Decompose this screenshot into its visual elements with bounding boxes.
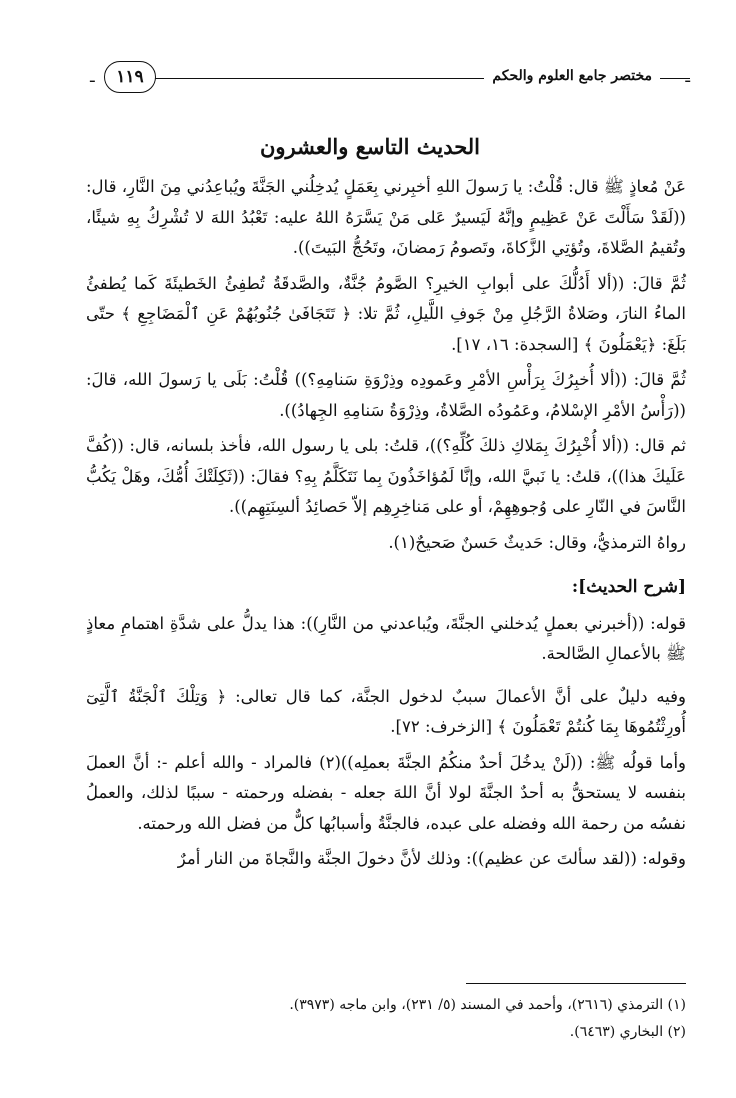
page-number: ١١٩: [104, 61, 156, 93]
hadith-paragraph: عَنْ مُعاذٍ ﷺ قال: قُلْتُ: يا رَسولَ اللهِ أخبِرني بِعَمَلٍ يُدخِلُني الجَنَّةَ ويُباعِدُني مِنَ النَّارِ، قال: ((لَقَدْ سَأَلْتَ عَنْ عَظِيمٍ وإنَّهُ لَيَسيرٌ عَلى مَنْ يَسَّرَهُ اللهُ عليه: تَعْبُدُ اللهَ لا تُشْرِكُ بِهِ شيئًا، وتُقيمُ الصَّلاةَ، وتُؤتِي الزَّكاةَ، وتَصومُ رَمضانَ، وتَحُجُّ البَيتَ)).: [86, 177, 686, 257]
hadith-paragraph: ثُمَّ قالَ: ((ألا أَدُلُّكَ على أبوابِ الخيرِ؟ الصَّومُ جُنَّةٌ، والصَّدقَةُ تُطفِئُ الخَطيئَةَ كَما يُطفئُ الماءُ النارَ، وصَلاةُ الرَّجُلِ مِنْ جَوفِ اللَّيلِ، ثُمَّ تلا: ﴿ تَتَجَافَىٰ جُنُوبُهُمْ عَنِ ٱلْمَضَاجِعِ ﴾ حتّى بَلَغَ: ﴿يَعْمَلُونَ ﴾ [السجدة: ١٦، ١٧].: [86, 273, 686, 354]
hadith-title: الحديث التاسع والعشرون: [259, 134, 481, 159]
footnote: (١) الترمذي (٢٦١٦)، وأحمد في المسند (٥/ ٢٣١)، وابن ماجه (٣٩٧٣).: [289, 997, 686, 1013]
main-text: [86, 172, 686, 880]
sharh-heading: [شرح الحديث]:: [571, 577, 686, 597]
hadith-paragraph: ثُمَّ قالَ: ((ألا أُخبِرُكَ بِرَأْسِ الأمْرِ وعَمودِه وذِرْوَةِ سَنامِهِ؟)) قُلْتُ: بَلَى يا رَسولَ الله، قالَ: ((رَأْسُ الأمْرِ الإسْلامُ، وعَمُودُه الصَّلاةُ، وذِرْوَةُ سَنامِهِ الجِهادُ)).: [86, 370, 686, 420]
hadith-paragraph: ثم قال: ((ألا أُخْبِرُكَ بِمَلاكِ ذلكَ كُلِّهِ؟))، قلتُ: بلى يا رسول الله، فأخذ بلسانه، قال: ((كُفَّ عَلَيكَ هذا))، قلتُ: يا نَبيَّ الله، وإنَّا لَمُؤاخَذُونَ بِما نَتَكَلَّمُ بِهِ؟ فقالَ: ((ثَكِلَتْكَ أُمُّكَ، وهَلْ يَكُبُّ النَّاسَ في النّارِ على وُجوهِهِمْ، أو على مَناخِرِهِم إلاّ حَصائِدُ ألسِنَتِهِم)).: [86, 436, 686, 516]
footnotes: [86, 992, 686, 1046]
header-dash: ـ: [90, 67, 95, 86]
sharh-paragraph: وقوله: ((لقد سألتَ عن عظيم)): وذلك لأنَّ دخولَ الجنَّة والنَّجاةَ من النار أمرٌ: [177, 849, 686, 868]
book-title: مختصر جامع العلوم والحكم: [484, 68, 660, 84]
sharh-paragraph: وفيه دليلٌ على أنَّ الأعمالَ سببٌ لدخول الجنَّة، كما قال تعالى: ﴿ وَتِلْكَ ٱلْجَنَّةُ ٱلَّتِىٓ أُورِثْتُمُوهَا بِمَا كُنتُمْ تَعْمَلُونَ ﴾ [الزخرف: ٧٢].: [86, 686, 686, 736]
hadith-source: رواهُ الترمذيُّ، وقال: حَديثٌ حَسنٌ صَحيحٌ(١).: [388, 532, 686, 552]
sharh-paragraph: قوله: ((أخبرني بعملٍ يُدخلني الجنَّةَ، ويُباعدني من النَّارِ)): هذا يدلُّ على شدَّةِ اهتمامِ معاذٍ ﷺ بالأعمالِ الصَّالحة.: [86, 613, 686, 663]
footnote-rule: [466, 983, 686, 984]
running-header: [90, 66, 690, 92]
footnote: (٢) البخاري (٦٤٦٣).: [569, 1024, 686, 1040]
sharh-paragraph: وأما قولُه ﷺ: ((لَنْ يدخُلَ أحدٌ منكُمُ الجنَّةَ بعملِه))(٢) فالمراد - والله أعلم -: أنَّ العملَ بنفسه لا يستحقُّ به أحدٌ الجنَّةَ لولا أنَّ اللهَ جعله - بفضله ورحمته - سببًا لذلك، والعملُ نفسُه من رحمة الله وفضله على عبده، فالجنَّةُ وأسبابُها كلٌّ من فضل الله ورحمته.: [86, 752, 686, 833]
header-dash: ـ: [685, 67, 690, 86]
